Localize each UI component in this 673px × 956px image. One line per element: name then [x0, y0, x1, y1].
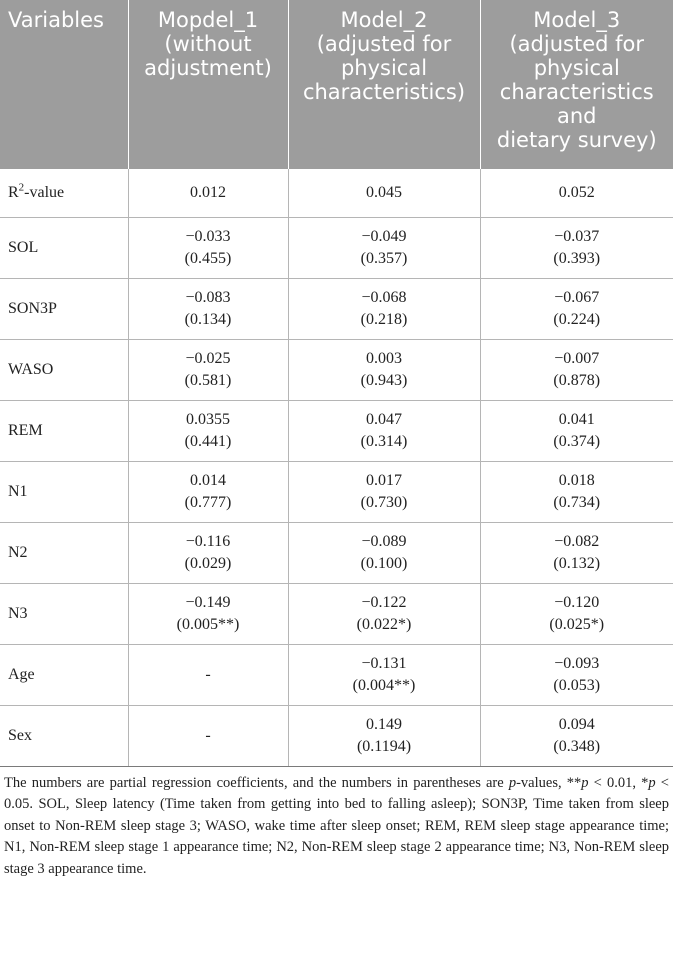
- table-row: [0, 169, 673, 217]
- header-model-1: Mopdel_1 (without adjustment): [128, 0, 288, 169]
- cell-model-3: 0.052: [480, 169, 673, 217]
- cell-model-3: −0.037 (0.393): [480, 217, 673, 278]
- cell-model-1: 0.012: [128, 169, 288, 217]
- row-label: Age: [0, 644, 128, 705]
- cell-model-1: −0.149 (0.005**): [128, 583, 288, 644]
- cell-model-2: 0.017 (0.730): [288, 461, 480, 522]
- cell-model-2: 0.149 (0.1194): [288, 705, 480, 766]
- table-row: [0, 217, 673, 278]
- row-label: $R^2$-value: [0, 169, 128, 217]
- cell-model-1: 0.0355 (0.441): [128, 400, 288, 461]
- cell-model-2: −0.089 (0.100): [288, 522, 480, 583]
- cell-model-1: -: [128, 644, 288, 705]
- table-body: [0, 169, 673, 766]
- cell-model-3: 0.018 (0.734): [480, 461, 673, 522]
- cell-model-2: 0.045: [288, 169, 480, 217]
- cell-model-3: −0.007 (0.878): [480, 339, 673, 400]
- row-label: REM: [0, 400, 128, 461]
- cell-model-2: −0.049 (0.357): [288, 217, 480, 278]
- cell-model-2: −0.122 (0.022*): [288, 583, 480, 644]
- row-label: SOL: [0, 217, 128, 278]
- cell-model-3: −0.120 (0.025*): [480, 583, 673, 644]
- cell-model-3: −0.067 (0.224): [480, 278, 673, 339]
- cell-model-1: −0.025 (0.581): [128, 339, 288, 400]
- table-row: [0, 461, 673, 522]
- row-label: N2: [0, 522, 128, 583]
- cell-model-2: −0.131 (0.004**): [288, 644, 480, 705]
- cell-model-1: -: [128, 705, 288, 766]
- cell-model-3: 0.041 (0.374): [480, 400, 673, 461]
- cell-model-3: 0.094 (0.348): [480, 705, 673, 766]
- table-row: [0, 522, 673, 583]
- row-label: Sex: [0, 705, 128, 766]
- table-row: [0, 583, 673, 644]
- row-label: SON3P: [0, 278, 128, 339]
- header-model-2: Model_2 (adjusted for physical characteristics): [288, 0, 480, 169]
- cell-model-1: −0.083 (0.134): [128, 278, 288, 339]
- cell-model-1: −0.033 (0.455): [128, 217, 288, 278]
- cell-model-3: −0.093 (0.053): [480, 644, 673, 705]
- row-label: N1: [0, 461, 128, 522]
- cell-model-2: 0.047 (0.314): [288, 400, 480, 461]
- cell-model-1: 0.014 (0.777): [128, 461, 288, 522]
- cell-model-3: −0.082 (0.132): [480, 522, 673, 583]
- table-row: [0, 278, 673, 339]
- table-row: [0, 339, 673, 400]
- cell-model-1: −0.116 (0.029): [128, 522, 288, 583]
- table-row: [0, 705, 673, 766]
- table-footnote: The numbers are partial regression coefficients, and the numbers in parentheses are p-values, **p < 0.01, *p < 0.05. SOL, Sleep latency (Time taken from getting into bed to falling asleep); SON3P, Time taken from sleep onset to Non-REM sleep stage 3; WASO, wake time after sleep onset; REM, REM sleep stage appearance time; N1, Non-REM sleep stage 1 appearance time; N2, Non-REM sleep stage 2 appearance time; N3, Non-REM sleep stage 3 appearance time.: [4, 774, 669, 877]
- cell-model-2: −0.068 (0.218): [288, 278, 480, 339]
- table-row: [0, 644, 673, 705]
- cell-model-2: 0.003 (0.943): [288, 339, 480, 400]
- table-header: [0, 0, 673, 169]
- header-variables: Variables: [0, 0, 128, 169]
- row-label: WASO: [0, 339, 128, 400]
- row-label: N3: [0, 583, 128, 644]
- header-model-3: Model_3 (adjusted for physical characteristics and dietary survey): [480, 0, 673, 169]
- table-row: [0, 400, 673, 461]
